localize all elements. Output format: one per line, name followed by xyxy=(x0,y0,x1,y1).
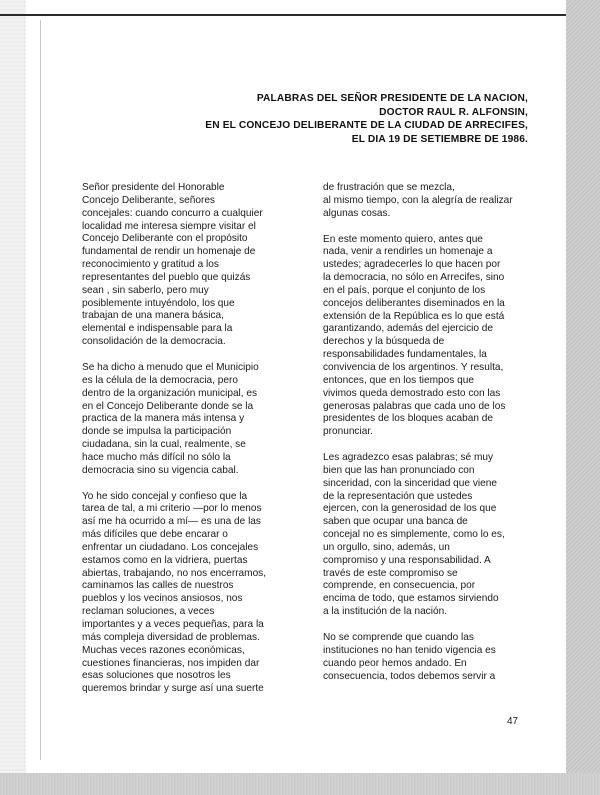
text-line: sinceridad, con la sinceridad que viene xyxy=(323,477,497,489)
text-line: cuando peor hemos andado. En xyxy=(323,657,467,669)
left-text-column xyxy=(82,182,294,709)
text-line: dentro de la organización municipal, es xyxy=(82,387,258,399)
text-line: al mismo tiempo, con la alegría de realizar xyxy=(323,194,513,206)
text-line: así me ha ocurrido a mí— es una de las xyxy=(82,516,261,528)
text-line: sean , sin saberlo, pero muy xyxy=(82,284,209,296)
text-line: Señor presidente del Honorable xyxy=(82,182,225,193)
text-line: a la institución de la nación. xyxy=(323,606,448,618)
header-line: EN EL CONCEJO DELIBERANTE DE LA CIUDAD DE ARRECIFES, xyxy=(205,120,528,132)
text-line: en el Concejo Deliberante donde se la xyxy=(82,400,254,412)
text-line: posiblemente intuyéndolo, los que xyxy=(82,297,235,309)
text-line: estamos como en la vidriera, puertas xyxy=(82,554,248,566)
text-line: la democracia, no sólo en Arrecifes, sino xyxy=(323,272,505,284)
text-line: ejercen, con la generosidad de los que xyxy=(323,503,497,515)
header-line: EL DIA 19 DE SETIEMBRE DE 1986. xyxy=(351,133,528,145)
text-line: representantes del pueblo que quizás xyxy=(82,271,251,283)
text-line: comprende, en consecuencia, por xyxy=(323,580,476,592)
text-line: En este momento quiero, antes que xyxy=(323,233,483,245)
text-line: entonces, que en los tiempos que xyxy=(323,374,474,386)
text-line: donde se impulsa la participación xyxy=(82,426,232,438)
text-line: localidad me interesa siempre visitar el xyxy=(82,220,256,232)
text-line: abiertas, trabajando, no nos encerramos, xyxy=(82,567,267,579)
scan-edge-left xyxy=(0,0,26,795)
text-line: garantizando, además del ejercicio de xyxy=(323,323,494,335)
scan-edge-top xyxy=(0,14,566,16)
text-line: responsabilidades fundamentales, la xyxy=(323,349,487,361)
text-line: pueblos y los vecinos ansiosos, nos xyxy=(82,593,243,605)
text-line: elemental e indispensable para la xyxy=(82,323,233,335)
header-line: DOCTOR RAUL R. ALFONSIN, xyxy=(379,106,528,118)
text-line: tarea de tal, a mi criterio —por lo menos xyxy=(82,503,262,515)
right-text-column xyxy=(323,182,528,696)
text-line: trabajan de una manera básica, xyxy=(82,310,224,322)
page-number: 47 xyxy=(507,716,519,727)
body-paragraph xyxy=(323,182,528,221)
text-line: Concejo Deliberante con el propósito xyxy=(82,233,248,245)
text-line: importantes y a veces pequeñas, para la xyxy=(82,619,264,630)
body-paragraph xyxy=(323,234,528,440)
body-paragraph xyxy=(82,182,294,349)
text-line: es la célula de la democracia, pero xyxy=(82,374,238,386)
text-line: Muchas veces razones económicas, xyxy=(82,644,245,656)
body-paragraph xyxy=(323,632,528,683)
text-line: democracia sino su vigencia cabal. xyxy=(82,464,239,476)
text-line: un orgullo, sino, además, un xyxy=(323,541,450,553)
text-line: fundamental de rendir un homenaje de xyxy=(82,246,256,258)
text-line: más difíciles que debe encarar o xyxy=(82,529,228,541)
text-line: enfrentar un ciudadano. Los concejales xyxy=(82,541,259,553)
text-line: ustedes; agradecerles lo que hacen por xyxy=(323,259,501,271)
body-paragraph xyxy=(82,491,294,697)
text-line: Yo he sido concejal y confieso que la xyxy=(82,490,248,502)
text-line: consecuencia, todos debemos servir a xyxy=(323,670,496,682)
text-line: vivimos queda demostrado esto con las xyxy=(323,387,501,399)
text-line: queremos brindar y surge así una suerte xyxy=(82,683,264,695)
text-line: más compleja diversidad de problemas. xyxy=(82,631,260,643)
text-line: extensión de la República es lo que está xyxy=(323,310,505,322)
speech-header xyxy=(88,92,528,146)
body-paragraph xyxy=(82,362,294,478)
text-line: de frustración que se mezcla, xyxy=(323,182,455,193)
text-line: instituciones no han tenido vigencia es xyxy=(323,644,496,656)
text-line: en el país, porque el conjunto de los xyxy=(323,284,486,296)
text-line: cuestiones financieras, nos impiden dar xyxy=(82,657,260,669)
text-line: compromiso y una responsabilidad. A xyxy=(323,554,491,566)
text-line: convivencia de los argentinos. Y resulta, xyxy=(323,361,504,373)
text-line: presidentes de los bloques acaban de xyxy=(323,413,494,425)
scan-binding-line xyxy=(40,20,41,760)
text-line: de la representación que ustedes xyxy=(323,490,473,502)
text-line: concejos deliberantes diseminados en la xyxy=(323,297,505,309)
text-line: hace mucho más difícil no sólo la xyxy=(82,451,231,463)
text-line: No se comprende que cuando las xyxy=(323,632,474,643)
text-line: nada, venir a rendirles un homenaje a xyxy=(323,246,493,258)
text-line: Concejo Deliberante, señores xyxy=(82,194,215,206)
text-line: derechos y la búsqueda de xyxy=(323,336,445,348)
body-paragraph xyxy=(323,452,528,619)
text-line: pronunciar. xyxy=(323,426,373,438)
text-line: esas soluciones que nosotros les xyxy=(82,670,231,682)
scan-edge-bottom xyxy=(0,773,600,795)
text-line: bien que las han pronunciado con xyxy=(323,464,475,476)
text-line: ciudadana, sin la cual, realmente, se xyxy=(82,439,246,451)
text-line: generosas palabras que cada uno de los xyxy=(323,400,506,412)
text-line: Les agradezco esas palabras; sé muy xyxy=(323,452,494,464)
text-line: caminamos las calles de nuestros xyxy=(82,580,234,592)
text-line: algunas cosas. xyxy=(323,207,391,219)
scan-edge-right xyxy=(566,0,600,795)
text-line: Se ha dicho a menudo que el Municipio xyxy=(82,361,259,373)
text-line: saben que ocupar una banca de xyxy=(323,516,468,528)
header-line: PALABRAS DEL SEÑOR PRESIDENTE DE LA NACION, xyxy=(256,93,528,104)
text-line: reclaman soluciones, a veces xyxy=(82,606,215,618)
text-line: reconocimiento y gratitud a los xyxy=(82,259,219,271)
text-line: través de este compromiso se xyxy=(323,567,458,579)
text-line: encima de todo, que estamos sirviendo xyxy=(323,593,499,605)
text-line: practica de la manera más intensa y xyxy=(82,413,245,425)
text-line: consolidación de la democracia. xyxy=(82,336,226,348)
text-line: concejales: cuando concurro a cualquier xyxy=(82,207,263,219)
text-line: concejal no es simplemente, como lo es, xyxy=(323,529,505,541)
